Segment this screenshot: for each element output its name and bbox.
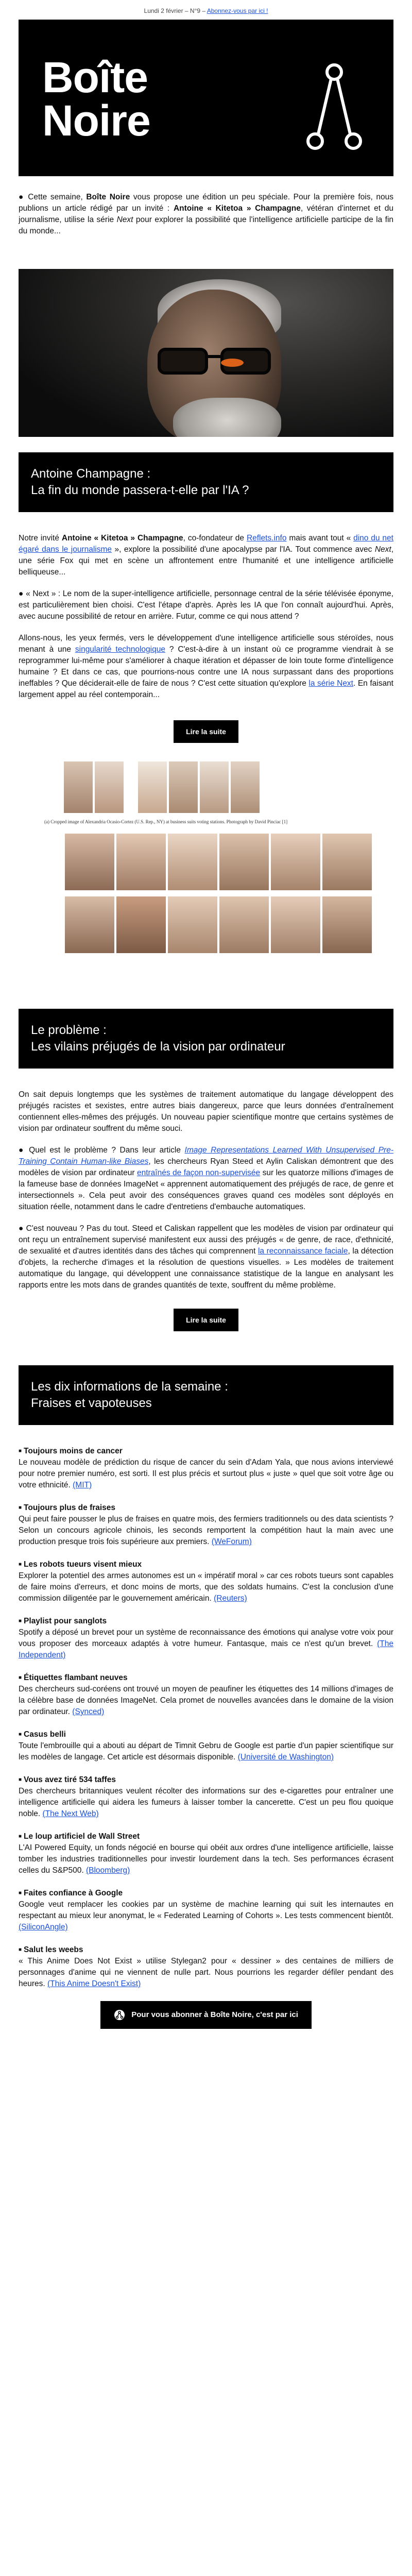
- news-item: ■ Casus belli Toute l'embrouille qui a abouti au départ de Timnit Gebru de Google est partie d'un papier scientifique sur les modèles de langage. Cet article est désormais disponible. (Université de Washington): [19, 1730, 393, 1761]
- facial-recognition-link[interactable]: la reconnaissance faciale: [258, 1247, 348, 1256]
- intro-paragraph: ● Cette semaine, Boîte Noire vous propose une édition un peu spéciale. Pour la première fois, nous publions un article rédigé par un invité : Antoine « Kitetoa » Champagne, vétéran d'internet et du journalisme, utilise la série Next pour explorer la possibilité que l'intelligence artificielle participe de la fin du monde...: [19, 193, 394, 235]
- article2-paragraph-1: On sait depuis longtemps que les systèmes de traitement automatique du langage développent des préjugés racistes et sexistes, entre autres biais dangereux, parce que leurs données d'entraînement contiennent elles-mêmes des préjugés. Un nouveau papier scientifique montre que certains systèmes de vision par ordinateur souffrent du même souci.: [19, 1090, 393, 1133]
- article2-paragraph-3: ● C'est nouveau ? Pas du tout. Steed et Caliskan rappellent que les modèles de vision par ordinateur qui ont reçu un entraînement supervisé manifestent eux aussi des préjugés « de genre, de race, d'ethnicité, de sexualité et d'autres identités dans des tâches qui comprennent la reconnaissance faciale, la détection d'objets, la recherche d'images et la résolution de questions visuelles. » Les modèles de traitement automatique du langage, qui développent une connaissance statistique de la langue en analysant les rapports entre les mots dans de grandes quantités de texte, souffrent du même problème.: [19, 1224, 393, 1290]
- article1-paragraph-3: Allons-nous, les yeux fermés, vers le développement d'une intelligence artificielle sous stéroïdes, nous menant à une singularité technologique ? C'est-à-dire à un instant où ce programme viendrait à se reprogrammer lui-même pour s'améliorer à chaque itération et dépasser de loin toute forme d'intelligence humaine ? Et dans ce cas, que pourrions-nous contre une IA nous surpassant dans des proportions ineffables ? Que déciderait-elle de faire de nous ? C'est cette situation qu'explore la série Next. En faisant largement appel au réel contemporain...: [19, 634, 394, 699]
- article1-section: [19, 533, 393, 743]
- black-box-logo-icon: [114, 2009, 125, 2021]
- news-item: ■ Le loup artificiel de Wall Street L'AI Powered Equity, un fonds négocié en bourse qui obéit aux ordres d'une intelligence artificielle, laisse tomber les industries traditionnelles pour investir lourdement dans la tech. Ses performances écrasent celles du S&P500. (Bloomberg): [19, 1832, 393, 1875]
- news-source-link[interactable]: (Bloomberg): [85, 1866, 130, 1875]
- newsletter-title: Boîte Noire: [42, 53, 150, 145]
- gallery-image: [168, 834, 217, 890]
- gallery-image: [169, 761, 198, 813]
- news-source-link[interactable]: (The Independent): [19, 1639, 394, 1659]
- news-source-link[interactable]: (Université de Washington): [237, 1753, 334, 1761]
- gallery-image: [271, 896, 320, 953]
- gallery-image: [65, 834, 114, 890]
- article1-banner: Antoine Champagne : La fin du monde passera-t-elle par l'IA ?: [19, 452, 393, 512]
- news-item: ■ Toujours plus de fraises Qui peut faire pousser le plus de fraises en quatre mois, des fermiers traditionnels ou des data scientists ? Selon un concours agricole chinois, les seconds remportent la compétition haut la main avec une production presque trois fois supérieure aux premiers. (WeForum): [19, 1503, 394, 1546]
- gallery-image: [95, 761, 124, 813]
- gallery-image: [322, 834, 372, 890]
- article1-paragraph-1: Notre invité Antoine « Kitetoa » Champagne, co-fondateur de Reflets.info mais avant tout « dino du net égaré dans le journalisme », explore la possibilité d'une apocalypse par l'IA. Tout commence avec Next, une série Fox qui met en scène un affrontement entre l'humanité et une intelligence artificielle belliqueuse...: [19, 534, 393, 577]
- news-source-link[interactable]: (SiliconAngle): [19, 1923, 68, 1931]
- news-item: ■ Vous avez tiré 534 taffes Des chercheurs britanniques veulent récolter des informations sur des e-cigarettes pour entraîner une intelligence artificielle qui aidera les fumeurs à laisser tomber la cancerette. C'est un peu flou quoique noble. (The Next Web): [19, 1775, 393, 1818]
- gallery-image: [65, 896, 114, 953]
- dino-link[interactable]: dino du net égaré dans le journalisme: [19, 534, 393, 554]
- news-source-link[interactable]: (MIT): [73, 1481, 92, 1489]
- news-banner: Les dix informations de la semaine : Fraises et vapoteuses: [19, 1365, 393, 1425]
- gallery-image: [219, 834, 269, 890]
- news-item: ■ Toujours moins de cancer Le nouveau modèle de prédiction du risque de cancer du sein d'Adam Yala, que nous avions interviewé pour notre premier numéro, est sorti. Il est plus précis et surtout plus « juste » quel que soit votre âge ou votre ethnicité. (MIT): [19, 1447, 393, 1489]
- news-item: ■ Faites confiance à Google Google veut remplacer les cookies par un système de machine learning qui suit les internautes en respectant au mieux leur anonymat, le « Federated Learning of Cohorts ». Les tests commencent bientôt. (SiliconAngle): [19, 1889, 393, 1931]
- unsupervised-link[interactable]: entraînés de façon non-supervisée: [136, 1168, 261, 1177]
- glasses-graphic: [155, 345, 273, 377]
- article2-banner: Le problème : Les vilains préjugés de la vision par ordinateur: [19, 1009, 393, 1069]
- subscribe-link[interactable]: Abonnez-vous par ici !: [207, 7, 268, 14]
- gallery-image: [219, 896, 269, 953]
- subscribe-footer-button[interactable]: Pour vous abonner à Boîte Noire, c'est par ici: [100, 2001, 312, 2029]
- article2-read-more-button[interactable]: Lire la suite: [174, 1309, 238, 1331]
- gallery-image: [138, 761, 167, 813]
- gallery-image: [168, 896, 217, 953]
- news-item: ■ Salut les weebs « This Anime Does Not Exist » utilise Stylegan2 pour « dessiner » des centaines de milliers de personnages d'anime qui ne viennent de nulle part. Nous pourrions les regarder défiler pendant des heures. (This Anime Doesn't Exist): [19, 1945, 393, 1988]
- gallery-caption: (a) Cropped image of Alexandria Ocasio-Cortez (U.S. Rep., NY) at business suits voting stations. Photograph by David Pinciac [1]: [44, 819, 288, 824]
- gallery-image: [64, 761, 93, 813]
- news-item: ■ Les robots tueurs visent mieux Explorer la potentiel des armes autonomes est un « impératif moral » car ces robots tueurs sont capables de faire moins d'erreurs, et donc moins de morts, que des soldats humains. C'est la conclusion d'une commission diligentée par le gouvernement américain. (Reuters): [19, 1560, 393, 1603]
- news-item: ■ Étiquettes flambant neuves Des chercheurs sud-coréens ont trouvé un moyen de peaufiner les étiquettes des 14 millions d'images de la célèbre base de données ImageNet. Cela promet de nouvelles avancées dans le domaine de la vision par ordinateur. (Synced): [19, 1673, 393, 1716]
- article2-paragraph-2: ● Quel est le problème ? Dans leur article Image Representations Learned With Unsupervised Pre-Training Contain Human-like Biases, les chercheurs Ryan Steed et Aylin Caliskan démontrent que des modèles de vision par ordinateur entraînés de façon non-supervisée sur les quatorze millions d'images de la fameuse base de données ImageNet « apprennent automatiquement des préjugés de race, de genre et intersectionnels ». Cela peut avoir des conséquences graves quand ces modèles sont déployés en situation réelle, notamment dans le cadre d'entretiens d'embauche automatiques.: [19, 1146, 394, 1211]
- issue-date: Lundi 2 février – N°9 –: [144, 7, 206, 14]
- reflets-link[interactable]: Reflets.info: [246, 534, 287, 543]
- news-source-link[interactable]: (Synced): [72, 1707, 105, 1716]
- intro-section: [19, 192, 393, 237]
- news-source-link[interactable]: (The Next Web): [42, 1809, 99, 1818]
- gallery-image: [271, 834, 320, 890]
- gallery-image: [231, 761, 260, 813]
- gallery-image: [322, 896, 372, 953]
- singularite-link[interactable]: singularité technologique: [75, 645, 165, 654]
- gallery-image: [116, 834, 166, 890]
- triangle-node-logo-icon: [304, 61, 365, 154]
- serie-next-link[interactable]: la série Next: [308, 679, 353, 688]
- hero-banner: [19, 20, 393, 176]
- news-source-link[interactable]: (Reuters): [214, 1594, 247, 1603]
- top-bar: [0, 0, 412, 20]
- gallery-image: [200, 761, 229, 813]
- gallery-image: [116, 896, 166, 953]
- news-source-link[interactable]: (WeForum): [211, 1537, 252, 1546]
- paper-link[interactable]: Image Representations Learned With Unsupervised Pre-Training Contain Human-like Biases: [19, 1146, 393, 1166]
- bias-image-gallery: [19, 761, 393, 1009]
- article1-read-more-button[interactable]: Lire la suite: [174, 720, 238, 743]
- article1-paragraph-2: ● « Next » : Le nom de la super-intelligence artificielle, personnage central de la série télévisée éponyme, est particulièrement bien choisi. C'est l'étape d'après. Après les IA que l'on connaît aujourd'hui. Après, avec aucune possibilité de retour en arrière. Futur, comme ce qui nous attend ?: [19, 589, 393, 621]
- news-source-link[interactable]: (This Anime Doesn't Exist): [47, 1979, 141, 1988]
- antoine-champagne-portrait: [19, 269, 393, 437]
- article2-section: [19, 1089, 393, 1331]
- news-section: [19, 1446, 393, 2029]
- news-item: ■ Playlist pour sanglots Spotify a déposé un brevet pour un système de reconnaissance des émotions qui analyse votre voix pour vous proposer des morceaux adaptés à votre humeur. Fantasque, mais ce n'est qu'un brevet. (The Independent): [19, 1617, 394, 1659]
